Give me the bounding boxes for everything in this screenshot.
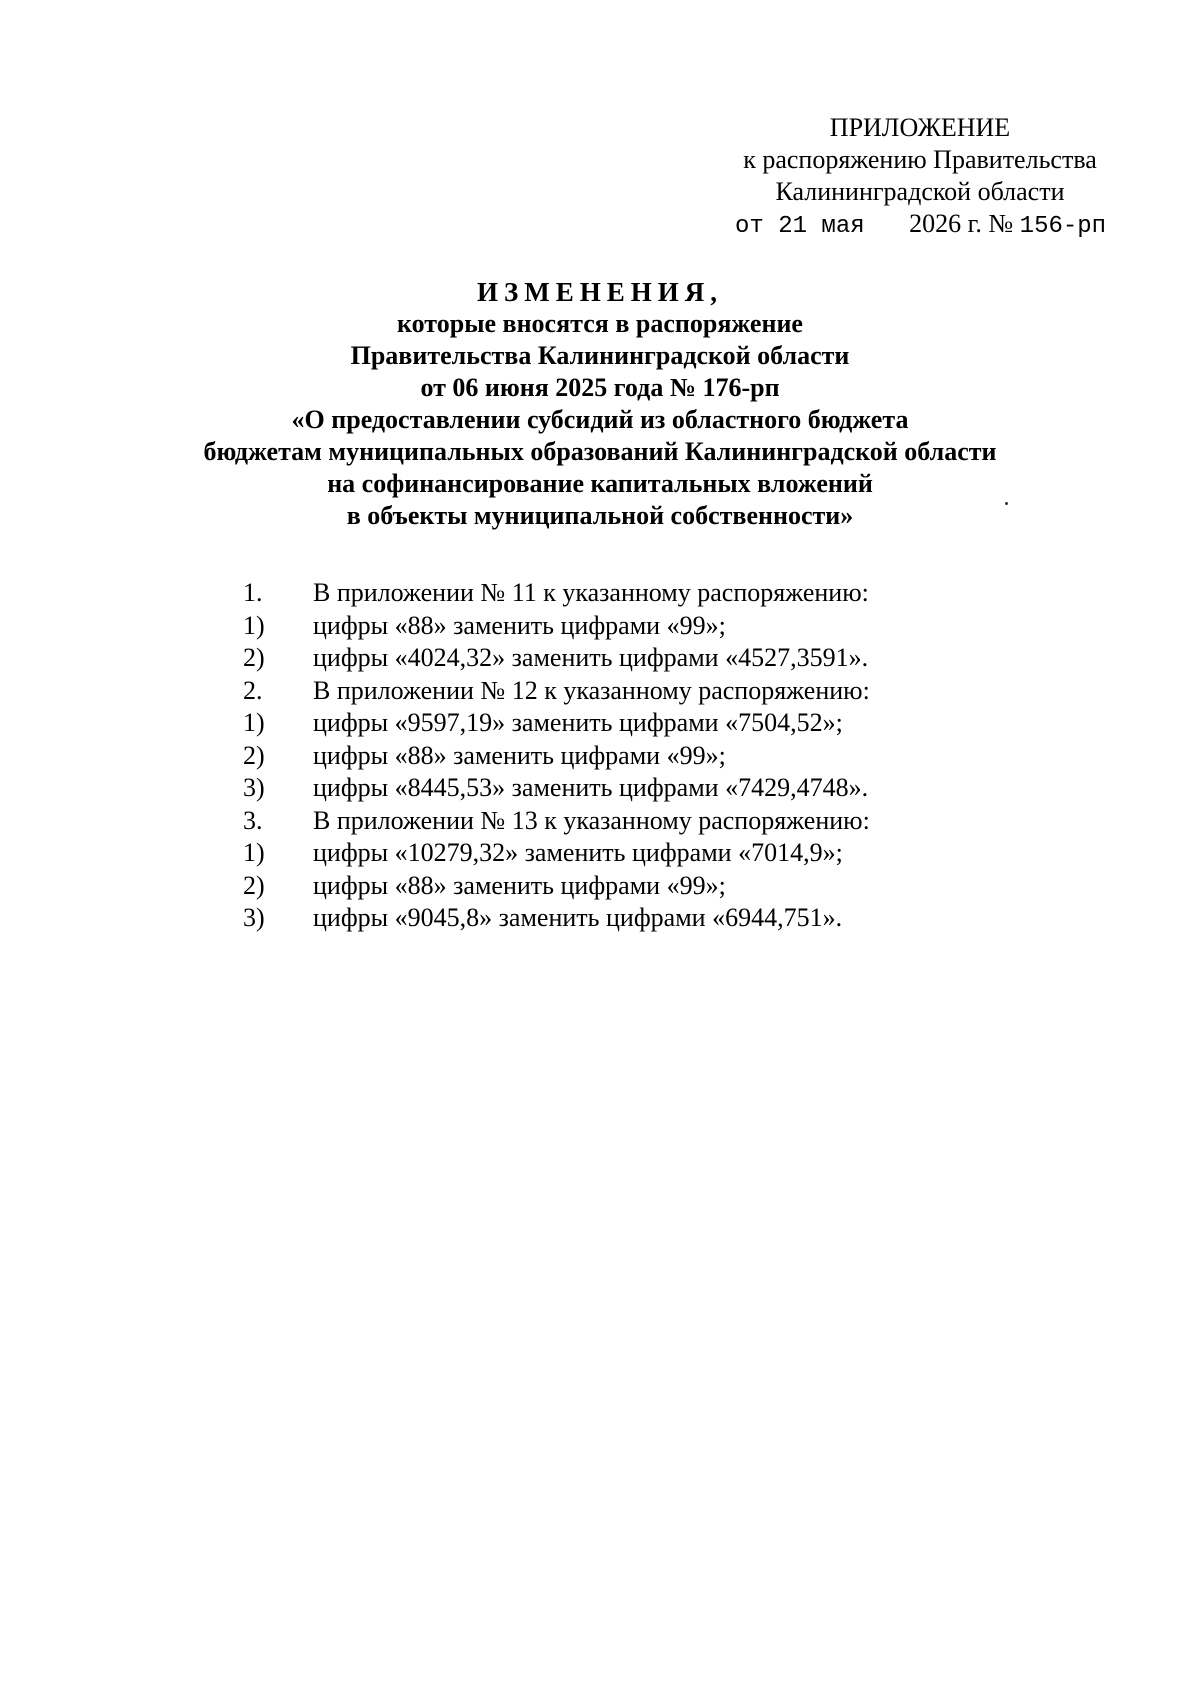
heading-line: Правительства Калининградской области [350,341,850,370]
list-item [243,610,1103,643]
appendix-date-year: 2026 г. № [909,209,1014,238]
list-item [243,577,1103,610]
heading-line: от 06 июня 2025 года № 176-рп [420,373,780,402]
item-number: 2. [243,675,263,705]
appendix-date-line [700,208,1140,243]
list-item [243,707,1103,740]
item-text: В приложении № 12 к указанному распоряжению: [313,675,870,705]
item-number: 3) [243,903,265,932]
item-number: 2) [243,740,265,770]
item-text: В приложении № 11 к указанному распоряжению: [313,578,869,607]
item-number: 1. [243,578,263,607]
heading-line: «О предоставлении субсидий из областного бюджета [291,405,909,434]
list-item [243,772,1103,805]
heading-line: которые вносятся в распоряжение [397,309,803,338]
appendix-title: ПРИЛОЖЕНИЕ [829,113,1011,142]
item-text: цифры «4024,32» заменить цифрами «4527,3591». [313,643,869,672]
list-item [243,675,1103,708]
item-text: цифры «9045,8» заменить цифрами «6944,751». [313,903,843,932]
item-text: цифры «88» заменить цифрами «99»; [313,610,726,640]
appendix-date-prefix: от 21 мая [735,213,865,240]
changes-heading [100,276,1100,532]
item-number: 2) [243,870,265,900]
heading-line: на софинансирование капитальных вложений [327,469,873,498]
item-text: цифры «88» заменить цифрами «99»; [313,740,726,770]
item-number: 3. [243,805,263,835]
item-number: 1) [243,610,265,640]
appendix-line-1: к распоряжению Правительства [743,145,1097,174]
list-item [243,837,1103,870]
list-item [243,740,1103,773]
item-text: цифры «10279,32» заменить цифрами «7014,9»; [313,838,843,867]
item-text: цифры «8445,53» заменить цифрами «7429,4748». [313,773,869,802]
appendix-line-2: Калининградской области [775,177,1065,206]
list-item [243,870,1103,903]
item-number: 1) [243,708,265,737]
item-number: 1) [243,838,265,867]
list-item [243,805,1103,838]
scan-speck [1005,502,1008,505]
heading-line: бюджетам муниципальных образований Калининградской области [203,437,997,466]
heading-line: в объекты муниципальной собственности» [346,501,854,530]
item-text: цифры «88» заменить цифрами «99»; [313,870,726,900]
heading-title: ИЗМЕНЕНИЯ, [476,277,723,307]
item-text: В приложении № 13 к указанному распоряжению: [313,805,870,835]
appendix-date-number: 156-рп [1019,213,1107,240]
item-number: 3) [243,773,265,802]
appendix-block [700,112,1140,243]
item-number: 2) [243,643,265,672]
changes-list [243,577,1103,935]
list-item [243,642,1103,675]
list-item [243,902,1103,935]
item-text: цифры «9597,19» заменить цифрами «7504,52»; [313,708,843,737]
